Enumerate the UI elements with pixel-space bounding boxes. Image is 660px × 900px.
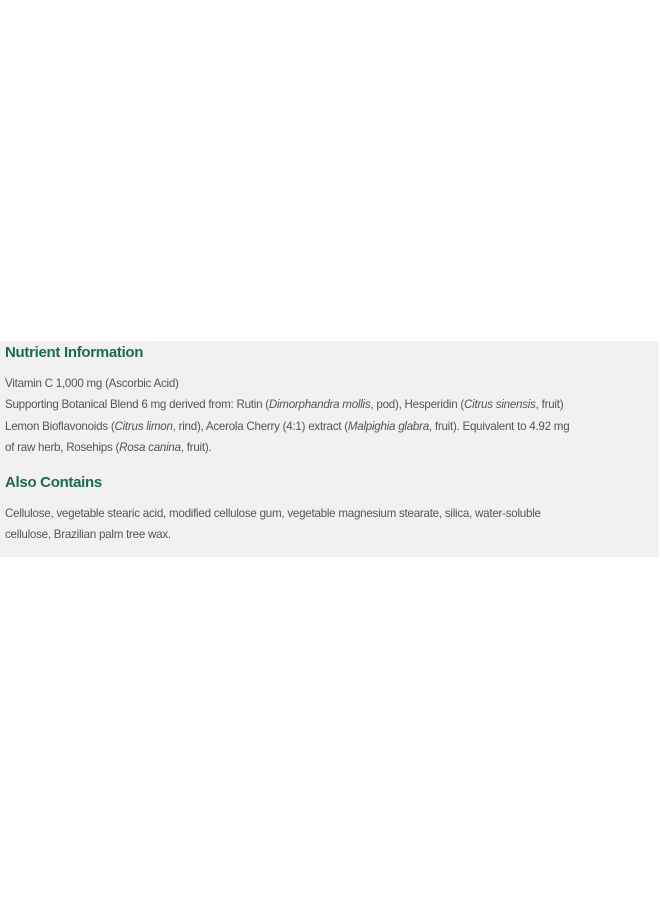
text-segment: , pod), Hesperidin (: [370, 398, 465, 412]
text-segment: , fruit). Equivalent to 4.92 mg: [428, 419, 570, 433]
text-segment: of raw herb, Rosehips (: [5, 440, 120, 454]
also-contains-line: [5, 528, 171, 541]
nutrient-information-line: [5, 420, 569, 433]
also-contains-line: [5, 507, 541, 520]
botanical-name: Malpighia glabra: [347, 419, 429, 433]
nutrient-information-line: [5, 377, 179, 390]
text-segment: Lemon Bioflavonoids (: [5, 419, 115, 433]
botanical-name: Dimorphandra mollis: [268, 398, 371, 412]
nutrient-information-heading: Nutrient Information: [5, 344, 144, 361]
also-contains-heading: Also Contains: [5, 474, 102, 491]
text-segment: Supporting Botanical Blend 6 mg derived from: Rutin (: [5, 398, 269, 412]
text-segment: , fruit): [535, 398, 564, 412]
ingredients-panel: [0, 341, 659, 557]
nutrient-information-line: [5, 441, 211, 454]
text-segment: Vitamin C 1,000 mg (Ascorbic Acid): [5, 377, 179, 390]
text-segment: , fruit).: [180, 440, 212, 454]
botanical-name: Rosa canina: [119, 440, 181, 454]
nutrient-information-line: [5, 398, 563, 411]
botanical-name: Citrus sinensis: [464, 398, 536, 412]
text-segment: Cellulose, vegetable stearic acid, modified cellulose gum, vegetable magnesium stearate, silica, water-soluble: [5, 507, 541, 520]
botanical-name: Citrus limon: [114, 419, 173, 433]
text-segment: cellulose, Brazilian palm tree wax.: [5, 528, 171, 542]
text-segment: , rind), Acerola Cherry (4:1) extract (: [172, 419, 348, 433]
